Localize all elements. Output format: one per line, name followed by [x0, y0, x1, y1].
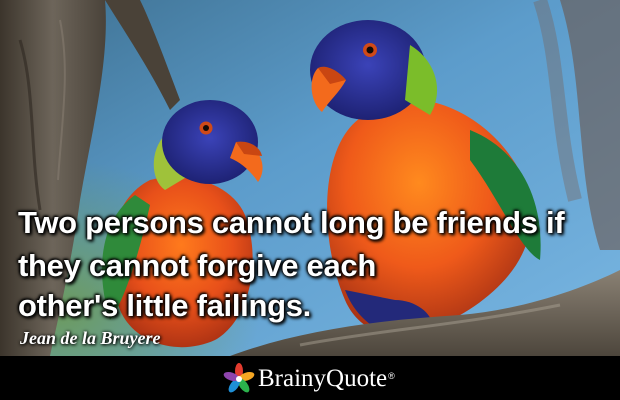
quote-line-1: Two persons cannot long be friends if	[18, 205, 565, 240]
registered-mark: ®	[388, 371, 395, 381]
brainyquote-flower-logo-icon	[222, 362, 256, 396]
quote-author: Jean de la Bruyere	[20, 328, 161, 348]
quote-line-2: they cannot forgive each	[18, 248, 377, 283]
brand-name: BrainyQuote	[258, 365, 388, 392]
quote-line-3: other's little failings.	[18, 288, 311, 323]
footer-bar	[0, 356, 620, 400]
brainyquote-logo-link[interactable]	[222, 363, 395, 395]
